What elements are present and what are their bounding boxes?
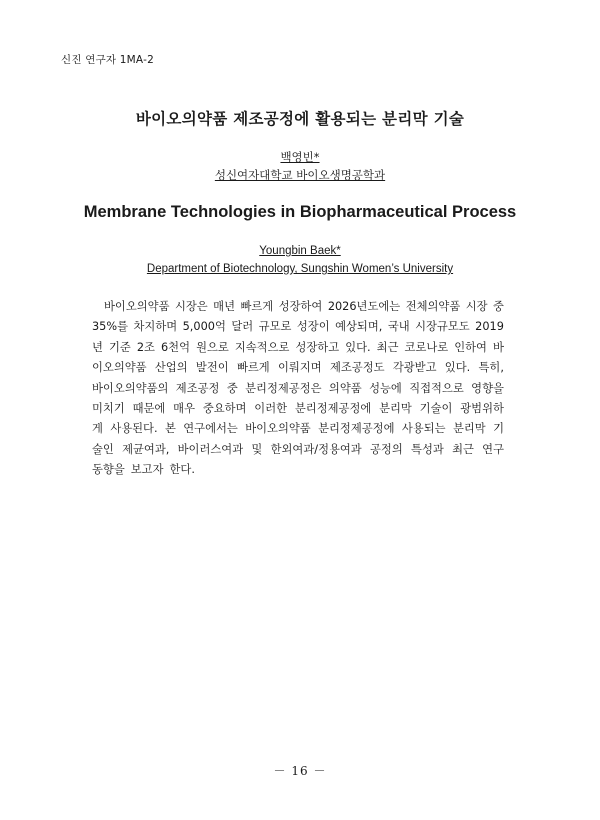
abstract-body: [92, 297, 504, 481]
abstract-word: 년: [92, 340, 103, 354]
abstract-word: 성능에: [369, 381, 402, 395]
korean-author-name: 백영빈*: [280, 150, 320, 164]
abstract-word: 중요하며: [202, 401, 247, 415]
abstract-word: 원으로: [196, 340, 229, 354]
abstract-word: 중: [493, 300, 504, 313]
abstract-word: 발전이: [195, 361, 229, 375]
abstract-word: 시장은: [174, 300, 208, 313]
english-affiliation: Department of Biotechnology, Sungshin Women’s University: [146, 263, 454, 275]
abstract-line: [92, 338, 504, 358]
abstract-word: 술인: [92, 442, 114, 456]
abstract-word: 및: [251, 442, 263, 456]
abstract-word: 빠르게: [236, 361, 270, 375]
abstract-word: 보고자: [130, 463, 164, 477]
korean-affiliation: 성신여자대학교 바이오생명공학과: [214, 168, 386, 182]
abstract-word: 분리정제공정은: [245, 381, 322, 395]
abstract-word: 때문에: [132, 401, 166, 415]
abstract-word: 분리정제공정에: [318, 422, 395, 436]
abstract-word: 산업의: [154, 361, 188, 375]
abstract-word: 연구: [482, 442, 504, 456]
abstract-word: 매우: [173, 401, 195, 415]
abstract-word: 미치기: [92, 401, 125, 415]
abstract-word: 인하여: [454, 340, 487, 354]
abstract-word: 바이오의약품의: [92, 381, 169, 395]
abstract-line: [92, 399, 504, 419]
abstract-word: 특성과: [411, 442, 444, 456]
abstract-word: 예상되며,: [335, 320, 383, 334]
abstract-word: 한다.: [169, 463, 195, 477]
abstract-word: 동향을: [92, 463, 125, 477]
abstract-word: 2조: [136, 340, 155, 354]
abstract-word: 특히,: [478, 361, 504, 375]
abstract-line: [92, 419, 504, 439]
korean-title: 바이오의약품 제조공정에 활용되는 분리막 기술: [135, 110, 465, 128]
abstract-word: 달러: [231, 320, 254, 334]
abstract-word: 코로나로: [404, 340, 449, 354]
abstract-word: 바: [493, 340, 504, 354]
abstract-word: 제균여과,: [122, 442, 170, 456]
abstract-word: 기: [493, 422, 504, 436]
abstract-word: 시장규모도: [415, 320, 470, 334]
abstract-word: 중: [226, 381, 238, 395]
abstract-word: 사용되는: [401, 422, 446, 436]
abstract-word: 본: [164, 422, 176, 436]
abstract-word: 의약품: [328, 381, 362, 395]
abstract-word: 지속적으로: [234, 340, 290, 354]
abstract-word: 있다.: [444, 361, 471, 375]
abstract-line: [92, 317, 504, 337]
abstract-word: 공정의: [370, 442, 403, 456]
abstract-word: 기술이: [419, 401, 453, 415]
english-title: Membrane Technologies in Biopharmaceutical Process: [83, 203, 517, 221]
abstract-word: 시장: [465, 300, 488, 313]
abstract-word: 최근: [452, 442, 474, 456]
page-number: － 16 －: [273, 764, 327, 778]
session-label: 신진 연구자 1MA-2: [61, 54, 154, 66]
abstract-word: 성장하여: [278, 300, 323, 313]
abstract-word: 분리정제공정에: [294, 401, 372, 415]
english-author-name: Youngbin Baek*: [259, 245, 341, 257]
abstract-word: 제조공정도: [329, 361, 385, 375]
abstract-word: 분리막: [379, 401, 412, 415]
abstract-word: 광범위하: [460, 401, 504, 415]
abstract-line: [92, 460, 504, 480]
abstract-word: 35%를: [92, 320, 129, 334]
abstract-word: 바이러스여과: [177, 442, 244, 456]
abstract-word: 2026년도에는: [327, 300, 401, 313]
abstract-line: [92, 358, 504, 378]
abstract-word: 분리막: [452, 422, 486, 436]
abstract-word: 빠르게: [240, 300, 274, 313]
abstract-word: 차지하며: [133, 320, 178, 334]
abstract-word: 게: [92, 422, 103, 436]
abstract-word: 한외여과/정용여과: [270, 442, 362, 456]
abstract-word: 직접적으로: [409, 381, 464, 395]
abstract-line: [92, 440, 504, 460]
abstract-word: 바이오의약품: [104, 300, 170, 313]
abstract-word: 있다.: [345, 340, 371, 354]
abstract-word: 성장이: [296, 320, 330, 334]
abstract-word: 각광받고: [392, 361, 437, 375]
abstract-word: 사용된다.: [110, 422, 158, 436]
abstract-word: 제조공정: [175, 381, 220, 395]
abstract-word: 국내: [387, 320, 410, 334]
abstract-word: 6천억: [161, 340, 191, 354]
abstract-word: 성장하고: [295, 340, 340, 354]
abstract-word: 바이오의약품: [245, 422, 311, 436]
abstract-word: 영향을: [471, 381, 504, 395]
abstract-line: [92, 297, 504, 317]
abstract-word: 2019: [475, 320, 504, 334]
abstract-word: 이러한: [254, 401, 288, 415]
abstract-line: [92, 379, 504, 399]
abstract-word: 규모로: [258, 320, 292, 334]
abstract-word: 기준: [108, 340, 131, 354]
abstract-word: 이오의약품: [92, 361, 147, 375]
abstract-word: 연구에서는: [183, 422, 238, 436]
abstract-word: 최근: [376, 340, 399, 354]
abstract-word: 전체의약품: [405, 300, 461, 313]
abstract-word: 매년: [213, 300, 235, 313]
abstract-word: 5,000억: [182, 320, 226, 334]
abstract-word: 이뤄지며: [278, 361, 322, 375]
